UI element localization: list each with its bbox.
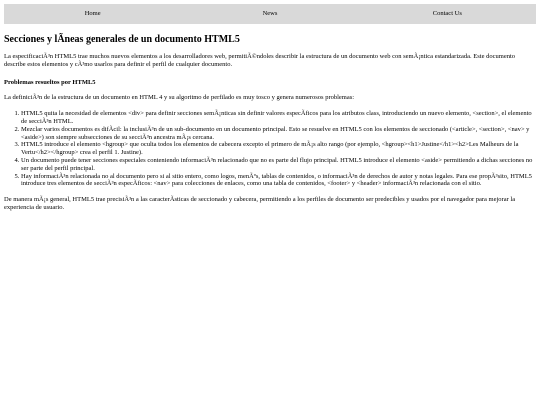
article-content (4, 34, 534, 220)
page-title: Secciones y lÃneas generales de un documento HTML5 (4, 34, 240, 45)
nav-link-news[interactable]: News (262, 10, 278, 18)
nav-link-contact-us[interactable]: Contact Us (432, 10, 462, 18)
intro-paragraph: La especificaciÃ³n HTML5 trae muchos nuevos elementos a los desarrolladores web, permitiÃ©ndoles describir la estructura de un documento web con semÃ¡ntica estandarizada. Este documento describe estos elementos y cÃ³mo usarlos para definir el perfil de cualquier documento. (4, 53, 516, 68)
problem-list-item: 2. Mezclar varios documentos es difÃcil: la inclusiÃ³n de un sub-documento en un documento principal. Esto se resuelve en HTML5 con los elementos de seccionado (<article>, <section>, <nav> y <aside>) son siempre subsecciones de su secciÃ³n ancestra mÃ¡s cercana. (21, 126, 534, 142)
top-navbar (4, 4, 536, 24)
problem-list-item: 1. HTML5 quita la necesidad de elementos <div> para definir secciones semÃ¡nticas sin definir valores especÃficos para los atributos class, introduciendo un nuevo elemento, <section>, el elemento de secciÃ³n HTML. (21, 110, 534, 126)
problems-intro-paragraph: La definiciÃ³n de la estructura de un documento en HTML 4 y su algoritmo de perfilado es muy tosco y genera numerosos problemas: (4, 94, 355, 102)
problems-heading: Problemas resueltos por HTML5 (4, 78, 96, 86)
conclusion-paragraph: De manera mÃ¡s general, HTML5 trae precisiÃ³n a las caracterÃsticas de seccionado y cabecera, permitiendo a los perfiles de documento ser predecibles y usados por el navegador para mejorar la experiencia de usuario. (4, 196, 516, 211)
problems-list (4, 110, 534, 188)
problem-list-item: 3. HTML5 introduce el elemento <hgroup> que oculta todos los elementos de cabecera excepto el primero de mÃ¡s alto rango (por ejemplo, <hgroup><h1>Justine</h1><h2>Les Malheurs de la Vertu</h2></hgroup> crea el perfil 1. Justine). (21, 141, 534, 157)
problem-list-item: 5. Hay informaciÃ³n relacionada no al documento pero si al sitio entero, como logos, menÃºs, tablas de contenidos, o informaciÃ³n de derechos de autor y notas legales. Para ese propÃ³sito, HTML5 introduce tres elementos de secciÃ³n especÃficos: <nav> para colecciones de enlaces, como una tabla de contenidos, <footer> y <header> informaciÃ³n relacionada con el sitio. (21, 173, 534, 189)
problem-list-item: 4. Un documento puede tener secciones especiales conteniendo informaciÃ³n relacionado que no es parte del flujo principal. HTML5 introduce el elemento <aside> permitiendo a dichas secciones no ser parte del perfil principal. (21, 157, 534, 173)
nav-link-home[interactable]: Home (84, 10, 101, 18)
